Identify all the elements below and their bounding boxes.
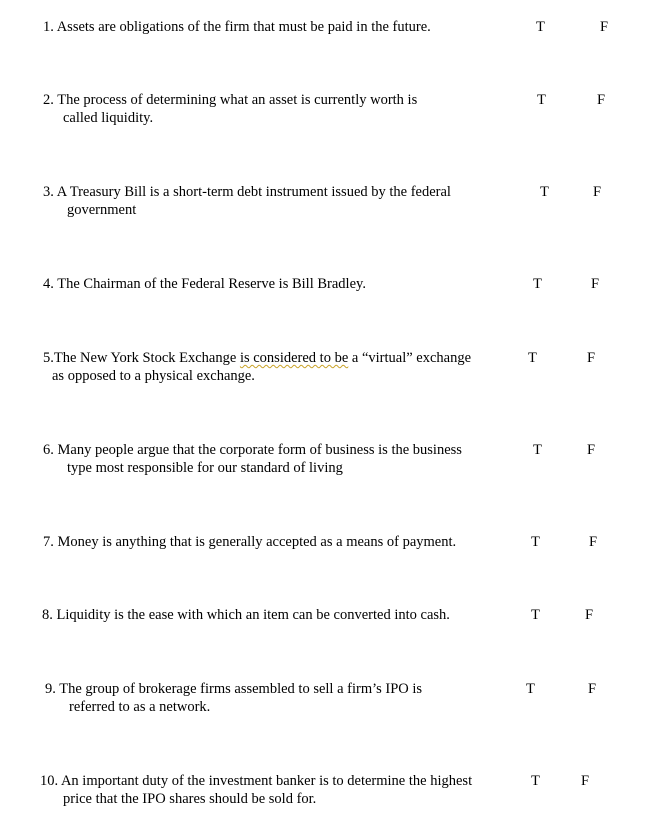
question-2-true-option[interactable]: T (537, 92, 546, 108)
question-10-true-option[interactable]: T (531, 773, 540, 789)
question-6-text: 6. Many people argue that the corporate form of business is the business (43, 442, 462, 458)
question-6 (0, 441, 666, 481)
question-5-text-continued: as opposed to a physical exchange. (52, 368, 255, 384)
question-2-text-continued: called liquidity. (63, 110, 154, 126)
question-1-true-option[interactable]: T (536, 19, 545, 35)
question-10-text: 10. An important duty of the investment banker is to determine the highest (40, 773, 473, 789)
question-4-false-option[interactable]: F (591, 276, 600, 292)
question-3-text: 3. A Treasury Bill is a short-term debt instrument issued by the federal (43, 184, 451, 200)
question-1 (0, 18, 666, 58)
question-5-false-option[interactable]: F (587, 350, 596, 366)
question-4 (0, 275, 666, 315)
question-4-text: 4. The Chairman of the Federal Reserve is Bill Bradley. (43, 276, 366, 292)
question-3-true-option[interactable]: T (540, 184, 549, 200)
question-9-false-option[interactable]: F (588, 681, 597, 697)
question-4-true-option[interactable]: T (533, 276, 542, 292)
question-6-text-continued: type most responsible for our standard of living (67, 460, 343, 476)
question-1-text: 1. Assets are obligations of the firm that must be paid in the future. (43, 19, 431, 35)
question-8-text: 8. Liquidity is the ease with which an item can be converted into cash. (42, 607, 450, 623)
question-10 (0, 772, 666, 812)
question-9-text: 9. The group of brokerage firms assembled to sell a firm’s IPO is (45, 681, 423, 697)
question-1-false-option[interactable]: F (600, 19, 609, 35)
question-9 (0, 680, 666, 720)
question-7 (0, 533, 666, 573)
question-6-false-option[interactable]: F (587, 442, 596, 458)
question-7-text: 7. Money is anything that is generally accepted as a means of payment. (43, 534, 457, 550)
question-10-text-continued: price that the IPO shares should be sold for. (63, 791, 317, 807)
question-2 (0, 91, 666, 131)
question-3-text-continued: government (67, 202, 137, 218)
question-5-text (43, 349, 471, 367)
question-2-text: 2. The process of determining what an asset is currently worth is (43, 92, 418, 108)
question-5 (0, 349, 666, 389)
question-5-true-option[interactable]: T (528, 350, 537, 366)
question-8-true-option[interactable]: T (531, 607, 540, 623)
grammar-flag[interactable]: is considered to be (239, 350, 349, 366)
question-10-false-option[interactable]: F (581, 773, 590, 789)
question-8 (0, 606, 666, 646)
question-5-text-end: a “virtual” exchange (348, 350, 472, 366)
question-8-false-option[interactable]: F (585, 607, 594, 623)
question-9-text-continued: referred to as a network. (69, 699, 211, 715)
question-7-false-option[interactable]: F (589, 534, 598, 550)
question-2-false-option[interactable]: F (597, 92, 606, 108)
question-6-true-option[interactable]: T (533, 442, 542, 458)
question-3-false-option[interactable]: F (593, 184, 602, 200)
question-3 (0, 183, 666, 223)
question-9-true-option[interactable]: T (526, 681, 535, 697)
question-7-true-option[interactable]: T (531, 534, 540, 550)
question-5-text-start: 5.The New York Stock Exchange (43, 350, 240, 366)
